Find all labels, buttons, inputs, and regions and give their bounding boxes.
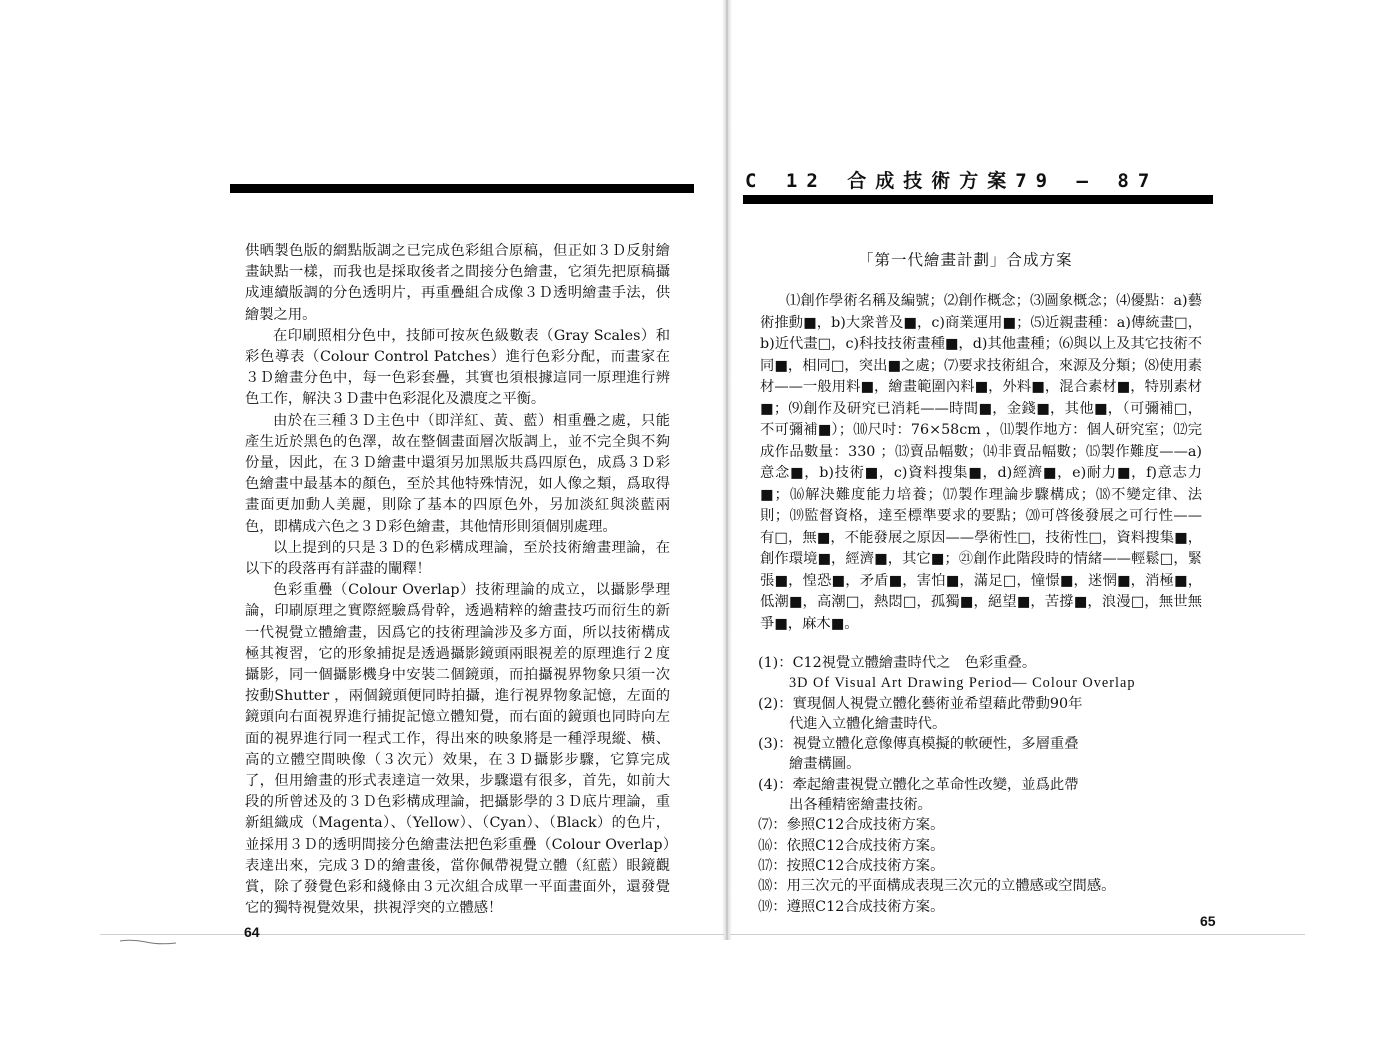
note-marker: (1)： — [758, 655, 793, 671]
note-item — [758, 714, 1218, 734]
left-paragraph: 供晒製色版的網點版調之已完成色彩組合原稿，但正如３Ｄ反射繪畫缺點一樣，而我也是採取後者之間接分色繪畫，它須先把原稿攝成連續版調的分色透明片，再重疊組合成像３Ｄ透明繪畫手法，供繪製之用。 — [245, 243, 670, 323]
note-text: 視覺立體化意像傳真模擬的軟硬性，多層重叠 — [792, 736, 1079, 753]
left-paragraph: 色彩重疊（Colour Overlap）技術理論的成立，以攝影學理論，印刷原理之實際經驗爲骨幹，透過精粹的繪畫技巧而衍生的新一代視覺立體繪畫，因爲它的技術理論涉及多方面，所以技術構成極其複習，它的形象捕捉是透過攝影鏡頭兩眼視差的原理進行２度攝影，同一個攝影機身中安裝二個鏡頭，而拍攝視界物象只須一次按動Shutter ，兩個鏡頭便同時拍攝，進行視界物象記憶，左面的鏡頭向右面視界進行捕捉記憶立體知覺，而右面的鏡頭也同時向左面的視界進行同一程式工作，得出來的映象將是一種浮現縱、橫、高的立體空間映像（３次元）效果，在３Ｄ攝影步驟，它算完成了，但用繪畫的形式表達這一效果，步驟還有很多，首先，如前大段的所曾述及的３Ｄ色彩構成理論，把攝影學的３Ｄ底片理論，重新組織成（Magenta）、（Yellow）、（Cyan）、（Black）的色片，並採用３Ｄ的透明間接分色繪畫法把色彩重疊（Colour Overlap）表達出來，完成３Ｄ的繪畫後，當你佩帶視覺立體（紅藍）眼鏡觀賞，除了發覺色彩和綫條由３元次組合成單一平面畫面外，還發覺它的獨特視覺效果，拱視浮突的立體感！ — [245, 582, 670, 917]
left-paragraph: 由於在三種３Ｄ主色中（即洋紅、黃、藍）相重疊之處，只能產生近於黑色的色澤，故在整個畫面層次版調上，並不完全與不夠份量，因此，在３Ｄ繪畫中還須另加黑版共爲四原色，成爲３Ｄ彩色繪畫中最基本的顏色，至於其他特殊情況，如人像之類，爲取得畫面更加動人美麗，則除了基本的四原色外，另加淡紅與淡藍兩色，即構成六色之３Ｄ彩色繪畫，其他情形則須個別處理。 — [245, 412, 670, 535]
note-item — [758, 795, 1218, 815]
note-marker: ⒆： — [758, 898, 787, 915]
note-item — [758, 876, 1218, 896]
right-page-bottom-edge — [730, 934, 1305, 935]
scheme-paragraph: ⑴創作學術名稱及編號；⑵創作概念；⑶圖象概念；⑷優點：a)藝術推動■，b)大衆普及■，c)商業運用■；⑸近親畫種：a)傳統畫□，b)近代畫□，c)科技技術畫種■，d)其他畫種；⑹與以上及其它技術不同■，相同□，突出■之處；⑺要求技術組合，來源及分類；⑻使用素材——一般用料■，繪畫範圍內料■，外料■，混合素材■，特別素材■；⑼創作及研究已消耗——時間■，金錢■，其他■，（可彌補□，不可彌補■）；⑽尺吋：76×58cm ，⑾製作地方：個人研究室；⑿完成作品數量：330 ；⒀賣品幅數；⒁非賣品幅數；⒂製作難度——a)意念■，b)技術■，c)資料搜集■，d)經濟■，e)耐力■，f)意志力■；⒃解決難度能力培養；⒄製作理論步驟構成；⒅不變定律、法則；⒆監督資格，達至標準要求的要點；⒇可啓後發展之可行性——有□，無■，不能發展之原因——學術性□，技術性□，資料搜集■，創作環境■，經濟■，其它■；㉑創作此階段時的情緒——輕鬆□，緊張■，惶恐■，矛盾■，害怕■，滿足□，憧憬■，迷惘■，消極■，低潮■，高潮□，熱悶□，孤獨■，絕望■，苦撐■，浪漫□，無世無爭■，麻木■。 — [760, 293, 1202, 632]
note-marker: (4)： — [758, 776, 793, 793]
note-item — [758, 754, 1218, 774]
note-text: 繪畫構圖。 — [789, 756, 861, 773]
note-text: 按照C12合成技術方案。 — [786, 857, 945, 874]
book-gutter — [722, 0, 732, 940]
page-number-right: 65 — [1200, 913, 1216, 929]
left-page-bottom-edge — [100, 934, 724, 935]
left-paragraph: 在印刷照相分色中，技師可按灰色級數表（Gray Scales）和彩色導表（Colour Control Patches）進行色彩分配，而畫家在３Ｄ繪畫分色中，每一色彩套疊，其實也須根據這同一原理進行辨色工作，解決３Ｄ畫中色彩混化及濃度之平衡。 — [245, 327, 670, 408]
note-item — [758, 734, 1218, 754]
note-text: 遵照C12合成技術方案。 — [786, 898, 945, 915]
note-text: 實現個人視覺立體化藝術並希望藉此帶動90年 — [792, 695, 1083, 712]
note-text: 依照C12合成技術方案。 — [786, 837, 945, 854]
page-number-left: 64 — [244, 924, 260, 940]
left-header-rule — [230, 184, 694, 193]
right-body-text — [760, 291, 1202, 635]
notes-list — [758, 653, 1218, 917]
note-item — [758, 856, 1218, 876]
left-paragraph: 以上提到的只是３Ｄ的色彩構成理論，至於技術繪畫理論，在以下的段落再有詳盡的闡釋！ — [245, 539, 670, 578]
note-marker: (3)： — [758, 736, 793, 753]
running-head: C 12 合成技術方案79 — 87 — [745, 170, 1159, 192]
note-marker: (2)： — [758, 695, 793, 712]
note-item — [758, 775, 1218, 795]
note-marker: ⒄： — [758, 857, 787, 874]
note-marker: ⒃： — [758, 837, 787, 854]
note-text: C12視覺立體繪畫時代之 色彩重叠。 — [792, 655, 1037, 671]
note-item — [758, 815, 1218, 835]
note-item — [758, 673, 1218, 693]
note-item — [758, 653, 1218, 673]
note-marker: ⒅： — [758, 878, 787, 895]
note-text: 出各種精密繪畫技術。 — [789, 797, 932, 814]
note-text: 用三次元的平面構成表現三次元的立體感或空間感。 — [786, 878, 1116, 895]
note-marker: ⑺： — [758, 817, 787, 834]
note-text: 3D Of Visual Art Drawing Period— Colour Overlap — [789, 675, 1136, 692]
note-text: 代進入立體化繪畫時代。 — [789, 715, 947, 732]
right-header-rule — [743, 195, 1213, 204]
section-title: 「第一代繪畫計劃」合成方案 — [858, 251, 1073, 269]
note-text: 參照C12合成技術方案。 — [786, 817, 945, 834]
left-body-text — [245, 241, 670, 920]
note-text: 牽起繪畫視覺立體化之革命性改變，並爲此帶 — [792, 776, 1079, 793]
note-item — [758, 897, 1218, 917]
pencil-mark — [118, 937, 178, 945]
note-item — [758, 694, 1218, 714]
note-item — [758, 836, 1218, 856]
